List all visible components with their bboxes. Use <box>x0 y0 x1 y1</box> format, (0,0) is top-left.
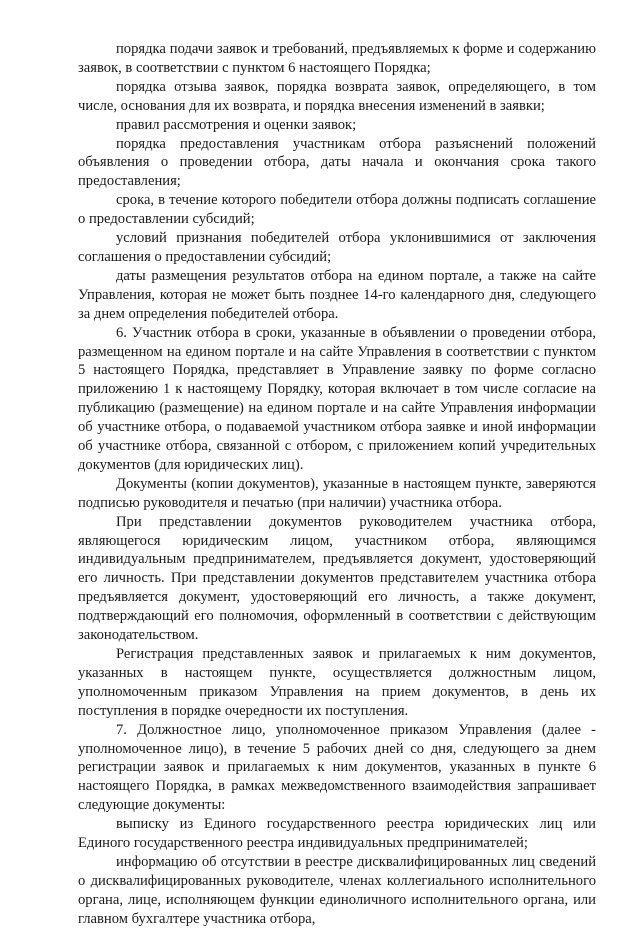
paragraph: 6. Участник отбора в сроки, указанные в объявлении о проведении отбора, размещенном на едином портале и на сайте Управления в соответствии с пунктом 5 настоящего Порядка, представляет в Управление заявку по форме согласно приложению 1 к настоящему Порядку, которая включает в том числе согласие на публикацию (размещение) на едином портале и на сайте Управления информации об участнике отбора, о подаваемой участником отбора заявке и иной информации об участнике отбора, связанной с отбором, с приложением копий учредительных документов (для юридических лиц). <box>78 324 596 473</box>
paragraph: порядка предоставления участникам отбора разъяснений положений объявления о проведении отбора, даты начала и окончания срока такого предоставления; <box>78 135 596 190</box>
paragraph: правил рассмотрения и оценки заявок; <box>116 116 357 133</box>
paragraph: условий признания победителей отбора уклонившимися от заключения соглашения о предоставлении субсидий; <box>78 230 596 265</box>
paragraph: выписку из Единого государственного реестра юридических лиц или Единого государственного реестра индивидуальных предпринимателей; <box>78 816 596 852</box>
paragraph: Регистрация представленных заявок и прилагаемых к ним документов, указанных в настоящем пункте, осуществляется должностным лицом, уполномоченным приказом Управления на прием документов, в день их поступления в порядке очередности их поступления. <box>78 646 596 719</box>
paragraph: При представлении документов руководителем участника отбора, являющегося юридическим лицом, участником отбора, являющимся индивидуальным предпринимателем, предъявляется документ, удостоверяющий его личность. При представлении документов представителем участника отбора предъявляется документ, удостоверяющий его личность, а также документ, подтверждающий его полномочия, оформленный в соответствии с действующим законодательством. <box>78 513 596 644</box>
paragraph: даты размещения результатов отбора на едином портале, а также на сайте Управления, которая не может быть позднее 14-го календарного дня, следующего за днем определения победителей отбора. <box>78 267 596 322</box>
paragraph: 7. Должностное лицо, уполномоченное приказом Управления (далее - уполномоченное лицо), в течение 5 рабочих дней со дня, следующего за днем регистрации заявок и прилагаемых к ним документов, указанных в пункте 6 настоящего Порядка, в рамках межведомственного взаимодействия запрашивает следующие документы: <box>78 721 596 814</box>
paragraph: Документы (копии документов), указанные в настоящем пункте, заверяются подписью руководителя и печатью (при наличии) участника отбора. <box>78 475 596 511</box>
paragraph: порядка подачи заявок и требований, предъявляемых к форме и содержанию заявок, в соответствии с пунктом 6 настоящего Порядка; <box>78 41 596 76</box>
paragraph: срока, в течение которого победители отбора должны подписать соглашение о предоставлении субсидий; <box>78 192 596 228</box>
paragraph: порядка отзыва заявок, порядка возврата заявок, определяющего, в том числе, основания для их возврата, и порядка внесения изменений в заявки; <box>78 78 596 114</box>
paragraph: информацию об отсутствии в реестре дисквалифицированных лиц сведений о дисквалифицированных руководителе, членах коллегиального исполнительного органа, лице, исполняющем функции единоличного исполнительного органа, или главном бухгалтере участника отбора, <box>78 853 596 927</box>
